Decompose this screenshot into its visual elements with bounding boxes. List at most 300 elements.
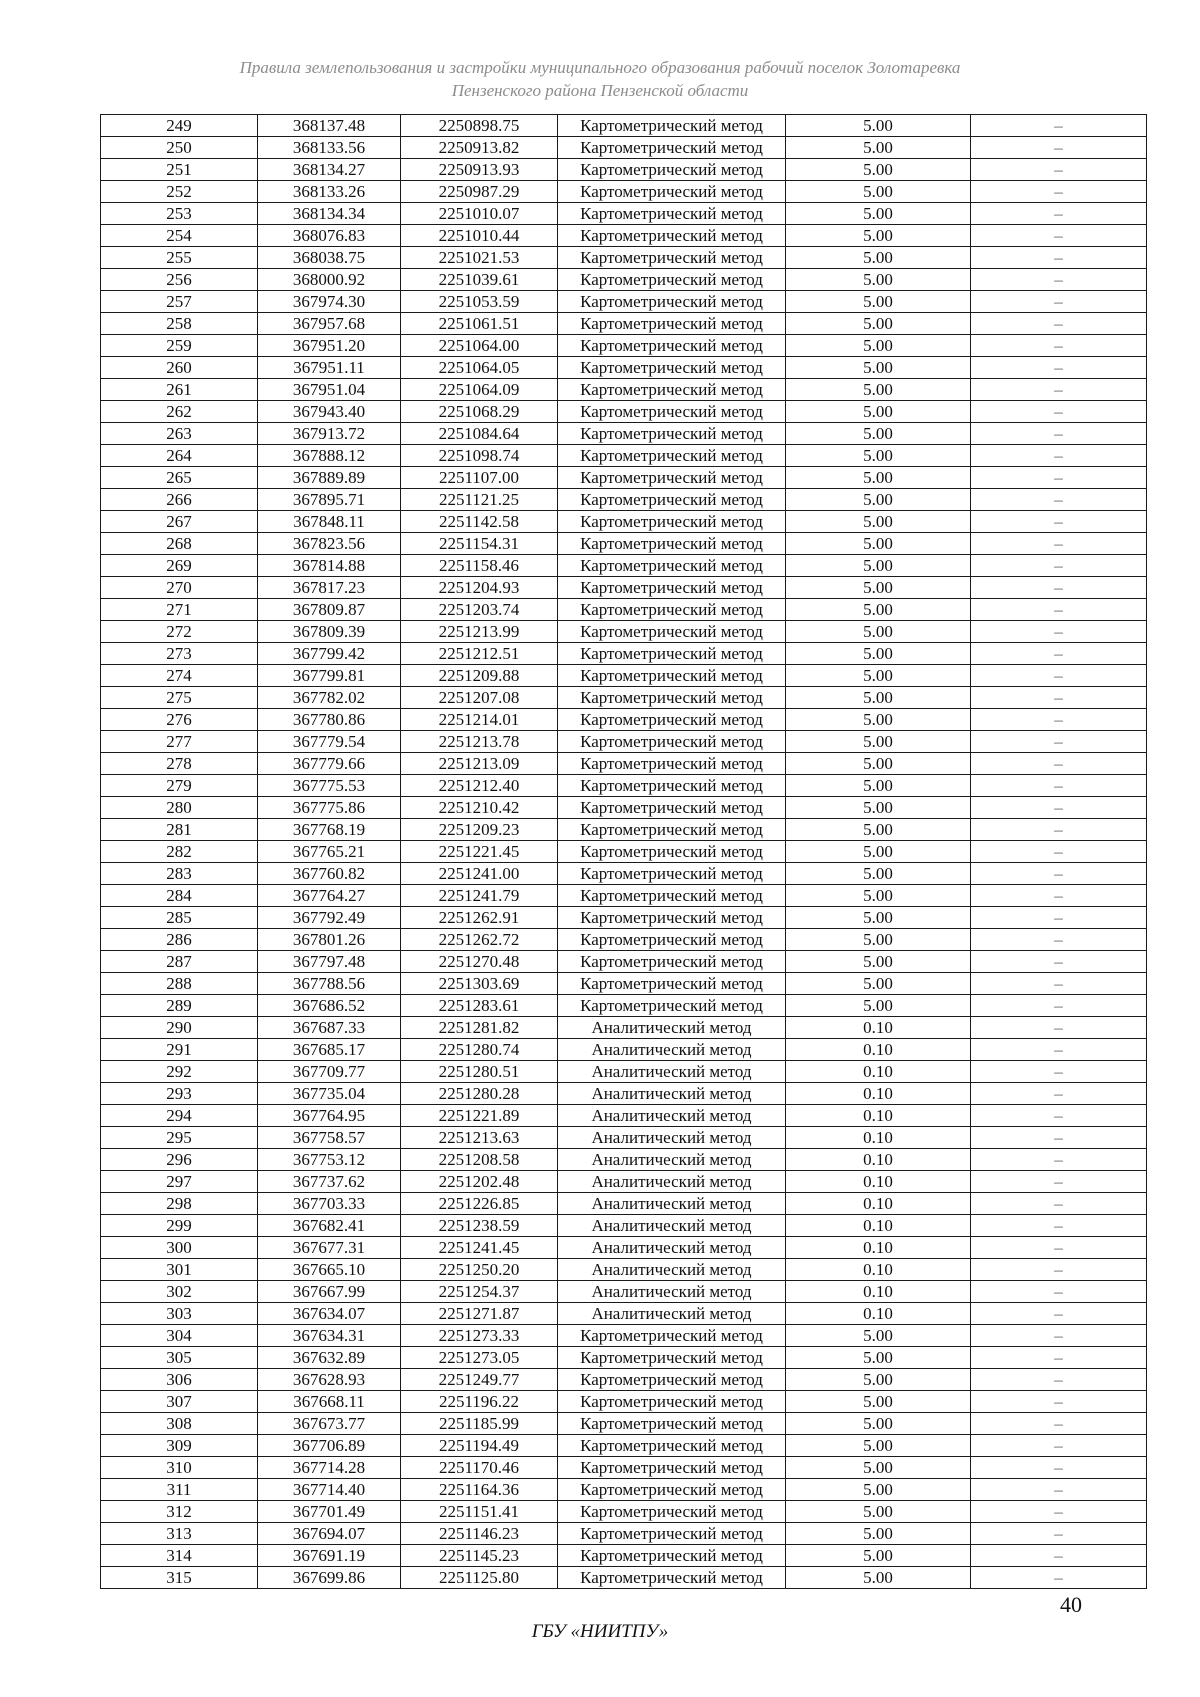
table-row [101, 1413, 1147, 1435]
method-cell: Картометрический метод [558, 951, 786, 973]
dash-cell: – [971, 1369, 1147, 1391]
dash-cell: – [971, 115, 1147, 137]
point-number-cell: 315 [101, 1567, 258, 1589]
point-number-cell: 255 [101, 247, 258, 269]
point-number-cell: 263 [101, 423, 258, 445]
accuracy-cell: 5.00 [786, 1567, 971, 1589]
dash-cell: – [971, 1479, 1147, 1501]
method-cell: Аналитический метод [558, 1281, 786, 1303]
y-coordinate-cell: 2250898.75 [401, 115, 558, 137]
accuracy-cell: 5.00 [786, 313, 971, 335]
method-cell: Картометрический метод [558, 775, 786, 797]
table-row [101, 687, 1147, 709]
dash-cell: – [971, 907, 1147, 929]
dash-cell: – [971, 577, 1147, 599]
table-row [101, 1259, 1147, 1281]
point-number-cell: 273 [101, 643, 258, 665]
accuracy-cell: 5.00 [786, 181, 971, 203]
accuracy-cell: 5.00 [786, 1325, 971, 1347]
accuracy-cell: 5.00 [786, 1479, 971, 1501]
x-coordinate-cell: 367788.56 [258, 973, 401, 995]
method-cell: Картометрический метод [558, 973, 786, 995]
dash-cell: – [971, 863, 1147, 885]
method-cell: Картометрический метод [558, 687, 786, 709]
method-cell: Картометрический метод [558, 1567, 786, 1589]
point-number-cell: 267 [101, 511, 258, 533]
dash-cell: – [971, 401, 1147, 423]
table-row [101, 401, 1147, 423]
table-row [101, 1435, 1147, 1457]
point-number-cell: 309 [101, 1435, 258, 1457]
point-number-cell: 284 [101, 885, 258, 907]
accuracy-cell: 5.00 [786, 929, 971, 951]
accuracy-cell: 0.10 [786, 1281, 971, 1303]
method-cell: Аналитический метод [558, 1259, 786, 1281]
table-row [101, 841, 1147, 863]
dash-cell: – [971, 1567, 1147, 1589]
point-number-cell: 297 [101, 1171, 258, 1193]
x-coordinate-cell: 367758.57 [258, 1127, 401, 1149]
table-row [101, 203, 1147, 225]
x-coordinate-cell: 367801.26 [258, 929, 401, 951]
table-row [101, 1369, 1147, 1391]
dash-cell: – [971, 1303, 1147, 1325]
coordinates-table-body [101, 115, 1147, 1589]
point-number-cell: 251 [101, 159, 258, 181]
header-line-2: Пензенского района Пензенской области [451, 81, 749, 100]
x-coordinate-cell: 367668.11 [258, 1391, 401, 1413]
dash-cell: – [971, 423, 1147, 445]
accuracy-cell: 5.00 [786, 731, 971, 753]
method-cell: Картометрический метод [558, 1413, 786, 1435]
dash-cell: – [971, 885, 1147, 907]
table-row [101, 775, 1147, 797]
y-coordinate-cell: 2251283.61 [401, 995, 558, 1017]
table-row [101, 599, 1147, 621]
page-footer: ГБУ «НИИТПУ» [531, 1621, 669, 1642]
dash-cell: – [971, 1215, 1147, 1237]
method-cell: Аналитический метод [558, 1039, 786, 1061]
table-row [101, 1017, 1147, 1039]
point-number-cell: 313 [101, 1523, 258, 1545]
x-coordinate-cell: 367764.27 [258, 885, 401, 907]
dash-cell: – [971, 269, 1147, 291]
method-cell: Аналитический метод [558, 1193, 786, 1215]
point-number-cell: 272 [101, 621, 258, 643]
dash-cell: – [971, 973, 1147, 995]
y-coordinate-cell: 2251098.74 [401, 445, 558, 467]
y-coordinate-cell: 2251064.09 [401, 379, 558, 401]
dash-cell: – [971, 1149, 1147, 1171]
y-coordinate-cell: 2251164.36 [401, 1479, 558, 1501]
point-number-cell: 269 [101, 555, 258, 577]
point-number-cell: 271 [101, 599, 258, 621]
accuracy-cell: 5.00 [786, 665, 971, 687]
y-coordinate-cell: 2251039.61 [401, 269, 558, 291]
point-number-cell: 268 [101, 533, 258, 555]
x-coordinate-cell: 367753.12 [258, 1149, 401, 1171]
x-coordinate-cell: 367799.42 [258, 643, 401, 665]
table-row [101, 797, 1147, 819]
accuracy-cell: 5.00 [786, 357, 971, 379]
method-cell: Картометрический метод [558, 841, 786, 863]
dash-cell: – [971, 731, 1147, 753]
dash-cell: – [971, 1545, 1147, 1567]
point-number-cell: 264 [101, 445, 258, 467]
point-number-cell: 291 [101, 1039, 258, 1061]
table-row [101, 357, 1147, 379]
y-coordinate-cell: 2251250.20 [401, 1259, 558, 1281]
x-coordinate-cell: 367706.89 [258, 1435, 401, 1457]
table-row [101, 313, 1147, 335]
x-coordinate-cell: 368133.26 [258, 181, 401, 203]
dash-cell: – [971, 687, 1147, 709]
accuracy-cell: 5.00 [786, 379, 971, 401]
point-number-cell: 292 [101, 1061, 258, 1083]
accuracy-cell: 5.00 [786, 819, 971, 841]
accuracy-cell: 0.10 [786, 1259, 971, 1281]
y-coordinate-cell: 2251249.77 [401, 1369, 558, 1391]
x-coordinate-cell: 368134.34 [258, 203, 401, 225]
method-cell: Картометрический метод [558, 1501, 786, 1523]
accuracy-cell: 0.10 [786, 1127, 971, 1149]
x-coordinate-cell: 368000.92 [258, 269, 401, 291]
dash-cell: – [971, 1061, 1147, 1083]
point-number-cell: 298 [101, 1193, 258, 1215]
method-cell: Картометрический метод [558, 423, 786, 445]
method-cell: Картометрический метод [558, 1435, 786, 1457]
y-coordinate-cell: 2251271.87 [401, 1303, 558, 1325]
method-cell: Картометрический метод [558, 907, 786, 929]
dash-cell: – [971, 247, 1147, 269]
method-cell: Картометрический метод [558, 1545, 786, 1567]
dash-cell: – [971, 203, 1147, 225]
dash-cell: – [971, 1237, 1147, 1259]
point-number-cell: 279 [101, 775, 258, 797]
dash-cell: – [971, 1457, 1147, 1479]
accuracy-cell: 0.10 [786, 1303, 971, 1325]
table-row [101, 489, 1147, 511]
y-coordinate-cell: 2251125.80 [401, 1567, 558, 1589]
y-coordinate-cell: 2251145.23 [401, 1545, 558, 1567]
x-coordinate-cell: 367665.10 [258, 1259, 401, 1281]
method-cell: Картометрический метод [558, 621, 786, 643]
table-row [101, 709, 1147, 731]
dash-cell: – [971, 951, 1147, 973]
dash-cell: – [971, 797, 1147, 819]
x-coordinate-cell: 367701.49 [258, 1501, 401, 1523]
dash-cell: – [971, 511, 1147, 533]
point-number-cell: 253 [101, 203, 258, 225]
table-row [101, 423, 1147, 445]
point-number-cell: 305 [101, 1347, 258, 1369]
accuracy-cell: 5.00 [786, 577, 971, 599]
x-coordinate-cell: 367673.77 [258, 1413, 401, 1435]
accuracy-cell: 5.00 [786, 643, 971, 665]
y-coordinate-cell: 2251210.42 [401, 797, 558, 819]
accuracy-cell: 0.10 [786, 1193, 971, 1215]
method-cell: Аналитический метод [558, 1061, 786, 1083]
x-coordinate-cell: 367682.41 [258, 1215, 401, 1237]
table-row [101, 1105, 1147, 1127]
accuracy-cell: 5.00 [786, 797, 971, 819]
x-coordinate-cell: 368134.27 [258, 159, 401, 181]
point-number-cell: 276 [101, 709, 258, 731]
dash-cell: – [971, 313, 1147, 335]
method-cell: Картометрический метод [558, 863, 786, 885]
table-row [101, 1039, 1147, 1061]
method-cell: Картометрический метод [558, 577, 786, 599]
point-number-cell: 278 [101, 753, 258, 775]
table-row [101, 753, 1147, 775]
x-coordinate-cell: 367809.87 [258, 599, 401, 621]
dash-cell: – [971, 1413, 1147, 1435]
x-coordinate-cell: 367765.21 [258, 841, 401, 863]
x-coordinate-cell: 367817.23 [258, 577, 401, 599]
x-coordinate-cell: 367760.82 [258, 863, 401, 885]
point-number-cell: 256 [101, 269, 258, 291]
x-coordinate-cell: 367628.93 [258, 1369, 401, 1391]
point-number-cell: 290 [101, 1017, 258, 1039]
dash-cell: – [971, 621, 1147, 643]
table-row [101, 1149, 1147, 1171]
x-coordinate-cell: 367714.28 [258, 1457, 401, 1479]
accuracy-cell: 0.10 [786, 1061, 971, 1083]
table-row [101, 1523, 1147, 1545]
accuracy-cell: 5.00 [786, 863, 971, 885]
table-row [101, 1325, 1147, 1347]
x-coordinate-cell: 367895.71 [258, 489, 401, 511]
point-number-cell: 303 [101, 1303, 258, 1325]
point-number-cell: 299 [101, 1215, 258, 1237]
method-cell: Картометрический метод [558, 181, 786, 203]
x-coordinate-cell: 367809.39 [258, 621, 401, 643]
x-coordinate-cell: 367694.07 [258, 1523, 401, 1545]
table-row [101, 1061, 1147, 1083]
table-row [101, 1303, 1147, 1325]
y-coordinate-cell: 2251203.74 [401, 599, 558, 621]
x-coordinate-cell: 367667.99 [258, 1281, 401, 1303]
method-cell: Картометрический метод [558, 225, 786, 247]
accuracy-cell: 5.00 [786, 709, 971, 731]
accuracy-cell: 0.10 [786, 1149, 971, 1171]
accuracy-cell: 5.00 [786, 951, 971, 973]
point-number-cell: 274 [101, 665, 258, 687]
accuracy-cell: 5.00 [786, 753, 971, 775]
x-coordinate-cell: 367913.72 [258, 423, 401, 445]
y-coordinate-cell: 2251213.09 [401, 753, 558, 775]
method-cell: Картометрический метод [558, 115, 786, 137]
accuracy-cell: 5.00 [786, 291, 971, 313]
method-cell: Аналитический метод [558, 1017, 786, 1039]
accuracy-cell: 5.00 [786, 1347, 971, 1369]
x-coordinate-cell: 367709.77 [258, 1061, 401, 1083]
x-coordinate-cell: 367943.40 [258, 401, 401, 423]
dash-cell: – [971, 137, 1147, 159]
page-header [0, 56, 1200, 102]
point-number-cell: 312 [101, 1501, 258, 1523]
y-coordinate-cell: 2251121.25 [401, 489, 558, 511]
method-cell: Картометрический метод [558, 511, 786, 533]
method-cell: Картометрический метод [558, 291, 786, 313]
table-row [101, 159, 1147, 181]
table-row [101, 1479, 1147, 1501]
accuracy-cell: 0.10 [786, 1105, 971, 1127]
y-coordinate-cell: 2251238.59 [401, 1215, 558, 1237]
method-cell: Картометрический метод [558, 203, 786, 225]
table-row [101, 819, 1147, 841]
y-coordinate-cell: 2251107.00 [401, 467, 558, 489]
y-coordinate-cell: 2251273.05 [401, 1347, 558, 1369]
y-coordinate-cell: 2251226.85 [401, 1193, 558, 1215]
y-coordinate-cell: 2251064.00 [401, 335, 558, 357]
accuracy-cell: 5.00 [786, 599, 971, 621]
dash-cell: – [971, 1281, 1147, 1303]
y-coordinate-cell: 2251209.88 [401, 665, 558, 687]
dash-cell: – [971, 555, 1147, 577]
point-number-cell: 266 [101, 489, 258, 511]
dash-cell: – [971, 467, 1147, 489]
x-coordinate-cell: 367764.95 [258, 1105, 401, 1127]
accuracy-cell: 5.00 [786, 533, 971, 555]
accuracy-cell: 5.00 [786, 115, 971, 137]
method-cell: Картометрический метод [558, 445, 786, 467]
method-cell: Аналитический метод [558, 1237, 786, 1259]
method-cell: Картометрический метод [558, 137, 786, 159]
accuracy-cell: 5.00 [786, 1501, 971, 1523]
x-coordinate-cell: 367714.40 [258, 1479, 401, 1501]
method-cell: Картометрический метод [558, 819, 786, 841]
y-coordinate-cell: 2251281.82 [401, 1017, 558, 1039]
table-row [101, 863, 1147, 885]
method-cell: Аналитический метод [558, 1105, 786, 1127]
x-coordinate-cell: 367780.86 [258, 709, 401, 731]
y-coordinate-cell: 2251158.46 [401, 555, 558, 577]
y-coordinate-cell: 2251241.45 [401, 1237, 558, 1259]
method-cell: Картометрический метод [558, 533, 786, 555]
table-row [101, 1567, 1147, 1589]
point-number-cell: 295 [101, 1127, 258, 1149]
method-cell: Аналитический метод [558, 1149, 786, 1171]
y-coordinate-cell: 2251053.59 [401, 291, 558, 313]
table-row [101, 907, 1147, 929]
dash-cell: – [971, 841, 1147, 863]
dash-cell: – [971, 291, 1147, 313]
x-coordinate-cell: 367797.48 [258, 951, 401, 973]
method-cell: Картометрический метод [558, 379, 786, 401]
point-number-cell: 259 [101, 335, 258, 357]
dash-cell: – [971, 995, 1147, 1017]
dash-cell: – [971, 489, 1147, 511]
point-number-cell: 283 [101, 863, 258, 885]
point-number-cell: 277 [101, 731, 258, 753]
x-coordinate-cell: 368137.48 [258, 115, 401, 137]
point-number-cell: 301 [101, 1259, 258, 1281]
dash-cell: – [971, 357, 1147, 379]
method-cell: Картометрический метод [558, 313, 786, 335]
accuracy-cell: 5.00 [786, 203, 971, 225]
x-coordinate-cell: 367677.31 [258, 1237, 401, 1259]
x-coordinate-cell: 367889.89 [258, 467, 401, 489]
x-coordinate-cell: 367848.11 [258, 511, 401, 533]
table-row [101, 1237, 1147, 1259]
y-coordinate-cell: 2251010.07 [401, 203, 558, 225]
method-cell: Картометрический метод [558, 335, 786, 357]
y-coordinate-cell: 2251170.46 [401, 1457, 558, 1479]
accuracy-cell: 5.00 [786, 247, 971, 269]
accuracy-cell: 5.00 [786, 1545, 971, 1567]
y-coordinate-cell: 2251204.93 [401, 577, 558, 599]
x-coordinate-cell: 367691.19 [258, 1545, 401, 1567]
method-cell: Аналитический метод [558, 1083, 786, 1105]
y-coordinate-cell: 2251064.05 [401, 357, 558, 379]
table-row [101, 379, 1147, 401]
y-coordinate-cell: 2251254.37 [401, 1281, 558, 1303]
method-cell: Картометрический метод [558, 731, 786, 753]
method-cell: Картометрический метод [558, 1479, 786, 1501]
method-cell: Картометрический метод [558, 555, 786, 577]
point-number-cell: 285 [101, 907, 258, 929]
accuracy-cell: 5.00 [786, 225, 971, 247]
y-coordinate-cell: 2251241.79 [401, 885, 558, 907]
dash-cell: – [971, 379, 1147, 401]
x-coordinate-cell: 367768.19 [258, 819, 401, 841]
y-coordinate-cell: 2250913.93 [401, 159, 558, 181]
accuracy-cell: 5.00 [786, 1457, 971, 1479]
accuracy-cell: 0.10 [786, 1017, 971, 1039]
y-coordinate-cell: 2251208.58 [401, 1149, 558, 1171]
x-coordinate-cell: 367814.88 [258, 555, 401, 577]
table-row [101, 973, 1147, 995]
y-coordinate-cell: 2251241.00 [401, 863, 558, 885]
accuracy-cell: 5.00 [786, 1391, 971, 1413]
dash-cell: – [971, 709, 1147, 731]
point-number-cell: 260 [101, 357, 258, 379]
point-number-cell: 307 [101, 1391, 258, 1413]
method-cell: Картометрический метод [558, 709, 786, 731]
accuracy-cell: 0.10 [786, 1237, 971, 1259]
y-coordinate-cell: 2251213.99 [401, 621, 558, 643]
dash-cell: – [971, 335, 1147, 357]
y-coordinate-cell: 2251280.51 [401, 1061, 558, 1083]
dash-cell: – [971, 445, 1147, 467]
dash-cell: – [971, 643, 1147, 665]
x-coordinate-cell: 368133.56 [258, 137, 401, 159]
x-coordinate-cell: 367951.11 [258, 357, 401, 379]
x-coordinate-cell: 367775.53 [258, 775, 401, 797]
dash-cell: – [971, 1435, 1147, 1457]
method-cell: Картометрический метод [558, 643, 786, 665]
accuracy-cell: 5.00 [786, 269, 971, 291]
x-coordinate-cell: 367634.31 [258, 1325, 401, 1347]
table-row [101, 555, 1147, 577]
table-row [101, 885, 1147, 907]
table-row [101, 137, 1147, 159]
point-number-cell: 289 [101, 995, 258, 1017]
x-coordinate-cell: 367951.04 [258, 379, 401, 401]
point-number-cell: 306 [101, 1369, 258, 1391]
table-row [101, 291, 1147, 313]
dash-cell: – [971, 775, 1147, 797]
accuracy-cell: 5.00 [786, 137, 971, 159]
x-coordinate-cell: 367951.20 [258, 335, 401, 357]
point-number-cell: 288 [101, 973, 258, 995]
accuracy-cell: 5.00 [786, 841, 971, 863]
x-coordinate-cell: 367823.56 [258, 533, 401, 555]
method-cell: Картометрический метод [558, 489, 786, 511]
method-cell: Аналитический метод [558, 1215, 786, 1237]
method-cell: Картометрический метод [558, 1325, 786, 1347]
